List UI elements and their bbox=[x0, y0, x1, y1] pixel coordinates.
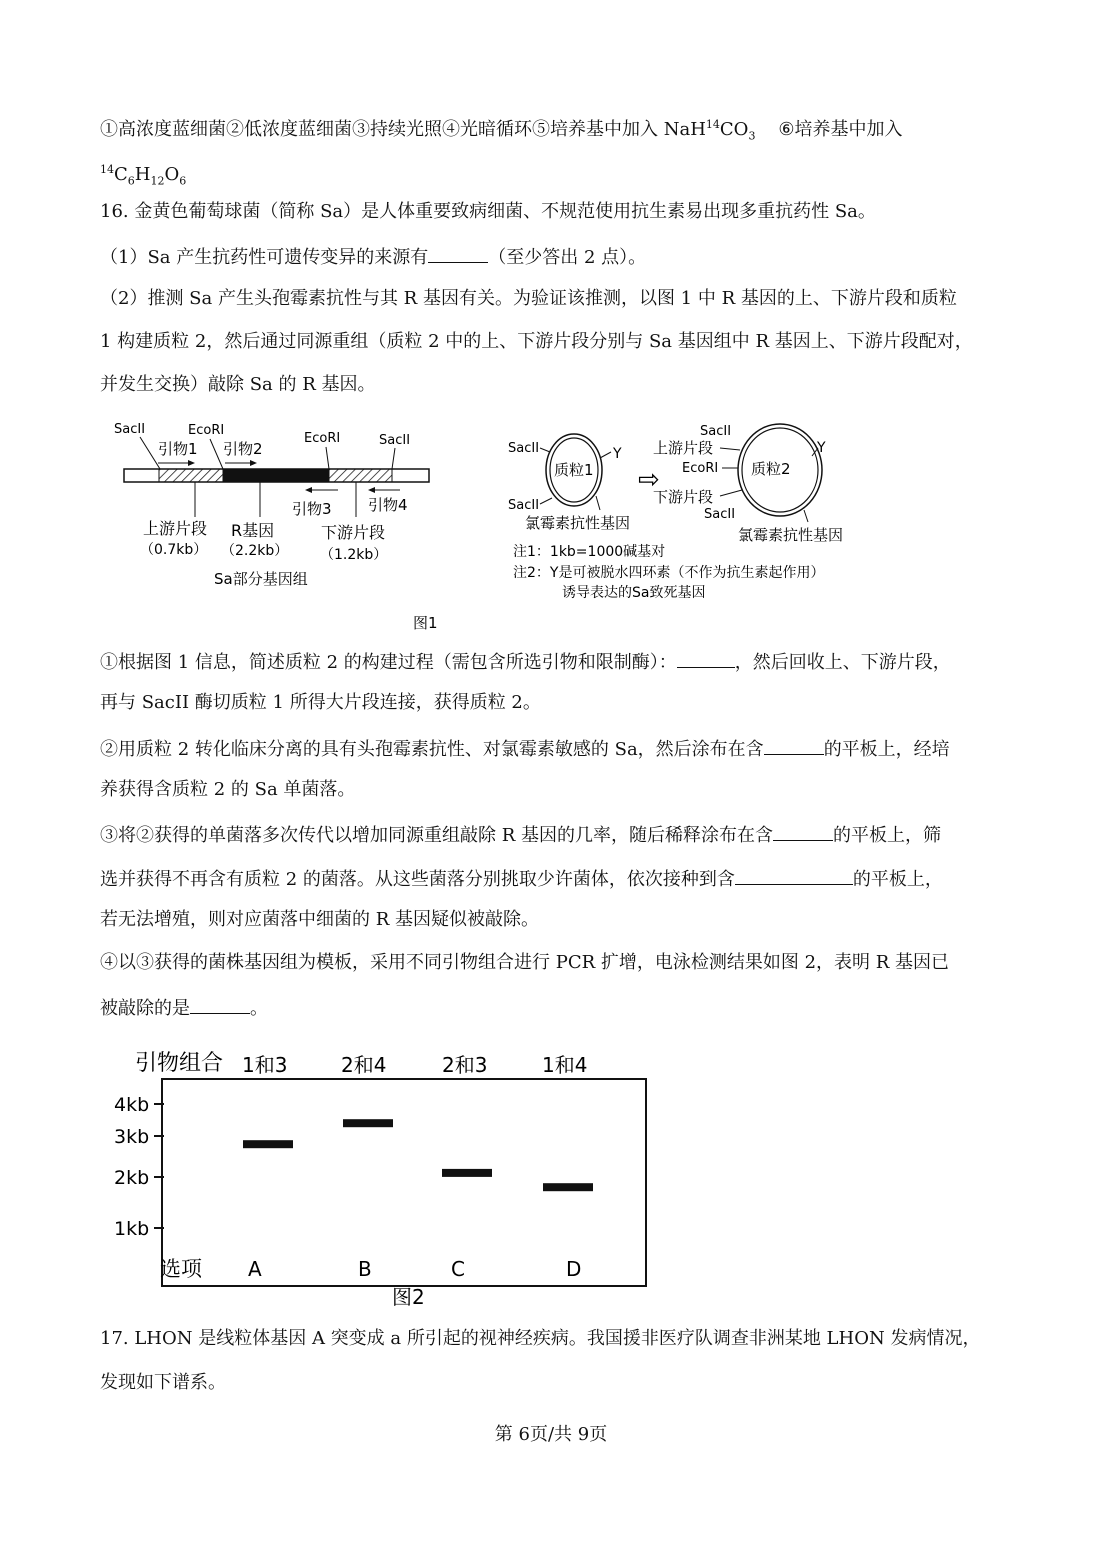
q16-title: 16. 金黄色葡萄球菌（简称 Sa）是人体重要致病细菌、不规范使用抗生素易出现多重抗药性 Sa。 bbox=[100, 201, 876, 222]
lane-label-1: 1和3 bbox=[242, 1053, 288, 1077]
r-gene-size: （2.2kb） bbox=[221, 543, 289, 559]
sub-q3-b: 选并获得不再含有质粒 2 的菌落。从这些菌落分别挑取少许菌体，依次接种到含 的平板上， bbox=[100, 864, 943, 893]
q16-part2-b: 1 构建质粒 2，然后通过同源重组（质粒 2 中的上、下游片段分别与 Sa 基因组中 R 基因上、下游片段配对， bbox=[100, 331, 973, 352]
downstream-segment bbox=[329, 469, 392, 482]
r-gene-label: R基因 bbox=[231, 521, 275, 540]
plasmid2-sacii-top: SacII bbox=[700, 424, 732, 439]
gel-band bbox=[442, 1169, 492, 1177]
downstream-label: 下游片段 bbox=[321, 523, 386, 542]
page-footer: 第 6页/共 9页 bbox=[494, 1424, 608, 1445]
ecori-right-label: EcoRI bbox=[304, 431, 341, 446]
primer1-label: 引物1 bbox=[158, 440, 198, 458]
option-c: C bbox=[451, 1257, 465, 1281]
q16-part2-a: （2）推测 Sa 产生头孢霉素抗性与其 R 基因有关。为验证该推测，以图 1 中 R 基因的上、下游片段和质粒 bbox=[100, 288, 957, 309]
sacii-left-label: SacII bbox=[114, 422, 146, 437]
upstream-segment bbox=[159, 469, 223, 482]
downstream-size: （1.2kb） bbox=[320, 547, 388, 563]
primer4-label: 引物4 bbox=[368, 496, 408, 514]
construction-arrow: ⇨ bbox=[638, 465, 660, 495]
gel-band bbox=[343, 1119, 393, 1127]
line-1: ①高浓度蓝细菌②低浓度蓝细菌③持续光照④光暗循环⑤培养基中加入 $NaH^{14}CO_3$ ⑥培养基中加入 bbox=[100, 118, 903, 143]
marker-label: 4kb bbox=[114, 1094, 150, 1116]
figure-2-gel bbox=[100, 1040, 680, 1315]
option-b: B bbox=[358, 1257, 372, 1281]
plasmid1-cm-gene: 氯霉素抗性基因 bbox=[525, 514, 631, 532]
primer2-label: 引物2 bbox=[223, 440, 263, 458]
note-1: 注1：1kb=1000碱基对 bbox=[513, 544, 666, 560]
plasmid1-sacii-bottom: SacII bbox=[508, 498, 540, 513]
sub-q3-c: 若无法增殖，则对应菌落中细菌的 R 基因疑似被敲除。 bbox=[100, 909, 539, 930]
lane-label-4: 1和4 bbox=[542, 1053, 588, 1077]
figure-1 bbox=[100, 410, 900, 635]
option-label: 选项 bbox=[160, 1257, 202, 1281]
figure-1-caption: 图1 bbox=[413, 614, 438, 632]
option-a: A bbox=[248, 1257, 262, 1281]
sub-q3-a: ③将②获得的单菌落多次传代以增加同源重组敲除 R 基因的几率，随后稀释涂布在含 的平板上，筛 bbox=[100, 820, 941, 849]
lane-label-3: 2和3 bbox=[442, 1053, 488, 1077]
sub-q1-a: ①根据图 1 信息，简述质粒 2 的构建过程（需包含所选引物和限制酶）： ，然后回收上、下游片段， bbox=[100, 647, 951, 676]
gel-band bbox=[543, 1183, 593, 1191]
plasmid2-ecori: EcoRI bbox=[682, 461, 719, 476]
genome-label: Sa部分基因组 bbox=[214, 570, 308, 588]
plasmid2-y-label: Y bbox=[817, 440, 826, 456]
figure-2-caption: 图2 bbox=[392, 1285, 425, 1309]
marker-label: 1kb bbox=[114, 1218, 150, 1240]
plasmid2-cm-gene: 氯霉素抗性基因 bbox=[738, 526, 844, 544]
ecori-left-label: EcoRI bbox=[188, 423, 225, 438]
gel-band bbox=[243, 1140, 293, 1148]
sub-q2-a: ②用质粒 2 转化临床分离的具有头孢霉素抗性、对氯霉素敏感的 Sa，然后涂布在含 的平板上，经培 bbox=[100, 734, 950, 763]
sub-q4-a: ④以③获得的菌株基因组为模板，采用不同引物组合进行 PCR 扩增，电泳检测结果如图 2，表明 R 基因已 bbox=[100, 952, 950, 973]
primer-combo-label: 引物组合 bbox=[135, 1051, 224, 1076]
plasmid1-y-label: Y bbox=[613, 446, 622, 462]
plasmid1-label: 质粒1 bbox=[554, 461, 594, 479]
gel-frame bbox=[162, 1079, 646, 1286]
sub-q2-b: 养获得含质粒 2 的 Sa 单菌落。 bbox=[100, 779, 356, 800]
lane-label-2: 2和4 bbox=[341, 1053, 387, 1077]
note-2b: 诱导表达的Sa致死基因 bbox=[562, 585, 706, 601]
q17-b: 发现如下谱系。 bbox=[100, 1372, 226, 1393]
option-d: D bbox=[566, 1257, 582, 1281]
note-2: 注2：Y是可被脱水四环素（不作为抗生素起作用） bbox=[513, 565, 825, 581]
sub-q4-b: 被敲除的是 。 bbox=[100, 993, 268, 1022]
line-2: $^{14}C_6H_{12}O_6$ bbox=[100, 163, 187, 188]
sub-q1-b: 再与 SacII 酶切质粒 1 所得大片段连接，获得质粒 2。 bbox=[100, 692, 541, 713]
plasmid2-sacii-bottom: SacII bbox=[704, 507, 736, 522]
r-gene-segment bbox=[223, 469, 329, 482]
q16-part2-c: 并发生交换）敲除 Sa 的 R 基因。 bbox=[100, 374, 376, 395]
upstream-label: 上游片段 bbox=[143, 519, 208, 538]
sacii-right-label: SacII bbox=[379, 433, 411, 448]
plasmid2-upstream: 上游片段 bbox=[653, 439, 714, 457]
upstream-size: （0.7kb） bbox=[140, 542, 208, 558]
q16-part1: （1）Sa 产生抗药性可遗传变异的来源有 （至少答出 2 点）。 bbox=[100, 242, 646, 271]
primer3-label: 引物3 bbox=[292, 500, 332, 518]
plasmid2-downstream: 下游片段 bbox=[653, 488, 714, 506]
plasmid2-label: 质粒2 bbox=[751, 460, 791, 478]
plasmid1-sacii-top: SacII bbox=[508, 441, 540, 456]
q17-a: 17. LHON 是线粒体基因 A 突变成 a 所引起的视神经疾病。我国援非医疗队调查非洲某地 LHON 发病情况， bbox=[100, 1328, 981, 1349]
marker-label: 2kb bbox=[114, 1167, 150, 1189]
marker-label: 3kb bbox=[114, 1126, 150, 1148]
